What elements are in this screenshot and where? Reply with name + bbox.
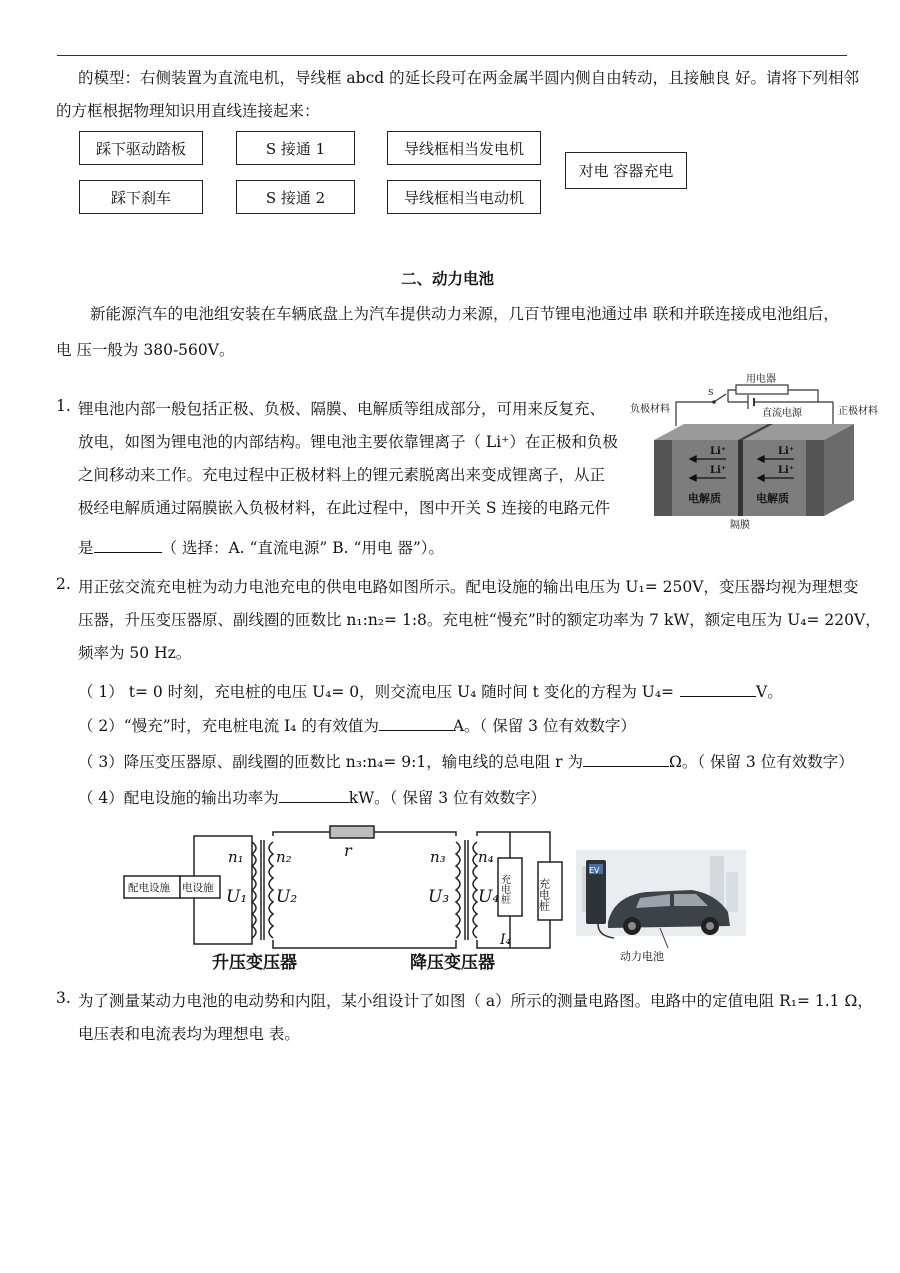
electrolyte-label-right: 电解质	[756, 492, 789, 505]
pile-label-1: 充电桩	[498, 874, 510, 904]
q2-sub3-unit: Ω。（ 保留 3 位有效数字）	[668, 753, 854, 771]
load-label: 用电器	[746, 374, 776, 385]
q2-sub1-unit: V。	[756, 683, 783, 701]
U2-label: U₂	[276, 887, 298, 907]
match-box-drive-pedal: 踩下驱动踏板	[79, 131, 203, 165]
q3-line-1: 为了测量某动力电池的电动势和内阻，某小组设计了如图（ a）所示的测量电路图。电路中的定值电阻 R₁= 1.1 Ω，	[78, 992, 873, 1010]
q2-sub1	[78, 680, 783, 702]
n3-label: n₃	[430, 848, 446, 866]
I4-label: I₄	[500, 932, 512, 948]
match-box-capacitor: 对电 容器充电	[565, 152, 687, 189]
ion-label-2: Li⁺	[710, 465, 727, 476]
q2-line-3: 频率为 50 Hz。	[78, 644, 192, 662]
ev-car-illustration	[576, 850, 746, 948]
q3-line-2: 电压表和电流表均为理想电 表。	[78, 1025, 300, 1043]
pos-material-label: 正极材料	[838, 406, 878, 417]
r-label: r	[344, 841, 352, 860]
ion-label-4: Li⁺	[778, 465, 795, 476]
dc-source-label: 直流电源	[762, 408, 802, 419]
q2-sub3	[78, 750, 854, 772]
battery-structure-figure	[628, 368, 890, 530]
q1-prefix: 是	[78, 539, 94, 557]
top-rule	[57, 55, 847, 56]
q2-sub3-blank[interactable]	[583, 752, 669, 767]
q2-sub1-blank[interactable]	[680, 682, 756, 697]
match-box-generator: 导线框相当发电机	[387, 131, 541, 165]
q2-line-1: 用正弦交流充电桩为动力电池充电的供电电路如图所示。配电设施的输出电压为 U₁= 250V，变压器均视为理想变	[78, 578, 859, 596]
q1-suffix: （ 选择：A. “直流电源” B. “用电 器”）。	[161, 539, 445, 557]
q1-line-2: 放电，如图为锂电池的内部结构。锂电池主要依靠锂离子（ Li⁺）在正极和负极	[78, 433, 618, 451]
q1-line-3: 之间移动来工作。充电过程中正极材料上的锂元素脱离出来变成锂离子，从正	[78, 466, 606, 484]
car-battery-label: 动力电池	[620, 950, 664, 963]
ev-label: EV	[589, 866, 600, 875]
section-intro-line-2: 电 压一般为 380-560V。	[56, 341, 235, 359]
U1-label: U₁	[226, 887, 248, 907]
q2-sub4	[78, 786, 546, 808]
q1-line-4: 极经电解质通过隔膜嵌入负极材料，在此过程中，图中开关 S 连接的电路元件	[78, 499, 610, 517]
step-up-label: 升压变压器	[212, 953, 297, 973]
q2-sub3-text: （ 3）降压变压器原、副线圈的匝数比 n₃:n₄= 9:1，输电线的总电阻 r 为	[78, 753, 583, 771]
separator-label: 隔膜	[730, 520, 750, 530]
q2-line-2: 压器，升压变压器原、副线圈的匝数比 n₁:n₂= 1:8。充电桩“慢充”时的额定功率为 7 kW，额定电压为 U₄= 220V，	[78, 611, 881, 629]
U3-label: U₃	[428, 887, 450, 907]
q2-sub1-text: （ 1） t= 0 时刻，充电桩的电压 U₄= 0，则交流电压 U₄ 随时间 t 变化的方程为 U₄=	[78, 683, 675, 701]
match-box-s2: S 接通 2	[236, 180, 355, 214]
intro-line-1: 的模型：右侧装置为直流电机，导线框 abcd 的延长段可在两金属半圆内侧自由转动，且接触良 好。请将下列相邻	[78, 69, 860, 87]
q1-line-5	[78, 536, 444, 558]
q1-number: 1.	[56, 397, 71, 415]
q2-sub2-text: （ 2）“慢充”时，充电桩电流 I₄ 的有效值为	[78, 717, 379, 735]
pile-label-2: 充电桩	[537, 878, 551, 911]
q3-number: 3.	[56, 989, 71, 1007]
n1-label: n₁	[228, 848, 244, 866]
section-intro-line-1: 新能源汽车的电池组安装在车辆底盘上为汽车提供动力来源，几百节锂电池通过串 联和并联连接成电池组后，	[90, 305, 839, 323]
electrolyte-label-left: 电解质	[688, 492, 721, 505]
q1-line-1: 锂电池内部一般包括正极、负极、隔膜、电解质等组成部分，可用来反复充、	[78, 400, 606, 418]
power-circuit-figure	[120, 822, 750, 974]
q2-sub2-unit: A。（ 保留 3 位有效数字）	[452, 717, 636, 735]
q2-sub2	[78, 714, 636, 736]
q2-sub2-blank[interactable]	[379, 716, 453, 731]
n2-label: n₂	[276, 848, 292, 866]
q2-sub4-unit: kW。（ 保留 3 位有效数字）	[348, 789, 547, 807]
neg-material-label: 负极材料	[630, 404, 670, 415]
supply-label-2: 电设施	[182, 882, 214, 894]
q2-sub4-blank[interactable]	[279, 788, 349, 803]
q2-number: 2.	[56, 575, 71, 593]
n4-label: n₄	[478, 848, 494, 866]
switch-label: S	[708, 388, 714, 397]
supply-label: 配电设施	[128, 882, 170, 894]
ion-label-1: Li⁺	[710, 446, 727, 457]
q2-sub4-text: （ 4）配电设施的输出功率为	[78, 789, 279, 807]
section-title: 二、动力电池	[401, 270, 495, 288]
match-box-motor: 导线框相当电动机	[387, 180, 541, 214]
intro-line-2: 的方框根据物理知识用直线连接起来：	[56, 102, 320, 120]
ion-label-3: Li⁺	[778, 446, 795, 457]
match-box-brake: 踩下刹车	[79, 180, 203, 214]
step-down-label: 降压变压器	[410, 953, 495, 973]
U4-label: U₄	[478, 887, 500, 907]
q1-answer-blank[interactable]	[94, 538, 162, 553]
match-box-s1: S 接通 1	[236, 131, 355, 165]
